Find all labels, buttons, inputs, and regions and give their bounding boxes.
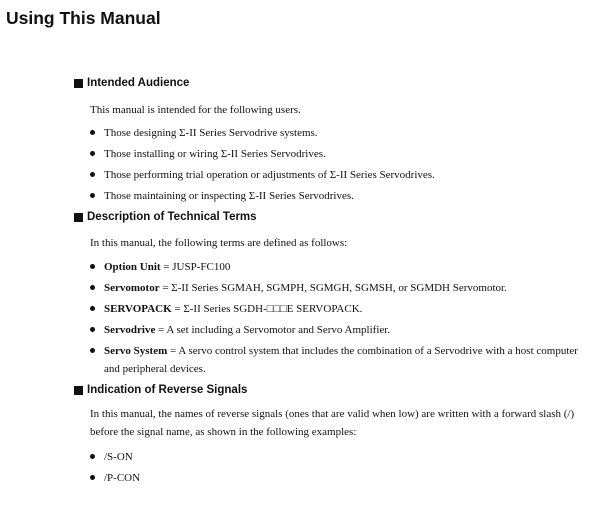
bullet-dot-icon — [90, 172, 95, 177]
list-item — [90, 258, 580, 276]
bullet-dot-icon — [90, 327, 95, 332]
list-item-text: /P-CON — [104, 472, 141, 484]
square-bullet-icon — [74, 386, 83, 395]
list-item — [90, 321, 580, 339]
square-bullet-icon — [74, 79, 83, 88]
bullet-dot-icon — [90, 306, 95, 311]
section-heading-intended-audience — [74, 77, 189, 89]
term-name: Servo System — [104, 345, 168, 357]
list-item — [90, 448, 580, 466]
bullet-dot-icon — [90, 454, 95, 459]
bullet-dot-icon — [90, 264, 95, 269]
list-item — [90, 187, 580, 205]
list-item — [90, 279, 580, 297]
list-item — [90, 469, 580, 487]
page-title: Using This Manual — [6, 8, 161, 28]
term-definition: = Σ-II Series SGDH-□□□E SERVOPACK. — [171, 303, 363, 315]
term-name: Option Unit — [104, 261, 161, 273]
list-item-text: Those installing or wiring Σ-II Series Servodrives. — [104, 148, 326, 160]
section-heading-label: Description of Technical Terms — [87, 211, 257, 223]
bullet-dot-icon — [90, 193, 95, 198]
term-definition: = JUSP-FC100 — [160, 261, 231, 273]
list-item-text: Those designing Σ-II Series Servodrive systems. — [104, 127, 318, 139]
section-heading-reverse-signals — [74, 384, 247, 396]
list-item-text: /S-ON — [104, 451, 133, 463]
reverse-intro: In this manual, the names of reverse signals (ones that are valid when low) are written with a forward slash (/) before the signal name, as shown in the following examples: — [90, 408, 575, 438]
list-item — [90, 342, 580, 378]
bullet-dot-icon — [90, 130, 95, 135]
list-item — [90, 166, 580, 184]
term-name: Servomotor — [104, 282, 160, 294]
term-definition: = A servo control system that includes the combination of a Servodrive with a host computer and peripheral devices. — [104, 345, 578, 375]
list-item — [90, 145, 580, 163]
list-item-text: Those performing trial operation or adjustments of Σ-II Series Servodrives. — [104, 169, 435, 181]
list-item — [90, 300, 580, 318]
bullet-dot-icon — [90, 348, 95, 353]
term-definition: = A set including a Servomotor and Servo Amplifier. — [155, 324, 391, 336]
term-name: SERVOPACK — [104, 303, 172, 315]
term-definition: = Σ-II Series SGMAH, SGMPH, SGMGH, SGMSH, or SGMDH Servomotor. — [159, 282, 507, 294]
bullet-dot-icon — [90, 151, 95, 156]
list-item-text: Those maintaining or inspecting Σ-II Series Servodrives. — [104, 190, 354, 202]
terms-intro: In this manual, the following terms are defined as follows: — [90, 237, 348, 249]
term-name: Servodrive — [104, 324, 156, 336]
section-heading-label: Indication of Reverse Signals — [87, 384, 248, 396]
section-heading-label: Intended Audience — [87, 77, 190, 89]
audience-intro: This manual is intended for the following users. — [90, 104, 301, 116]
bullet-dot-icon — [90, 285, 95, 290]
bullet-dot-icon — [90, 475, 95, 480]
list-item — [90, 124, 580, 142]
square-bullet-icon — [74, 213, 83, 222]
section-heading-technical-terms — [74, 211, 257, 223]
